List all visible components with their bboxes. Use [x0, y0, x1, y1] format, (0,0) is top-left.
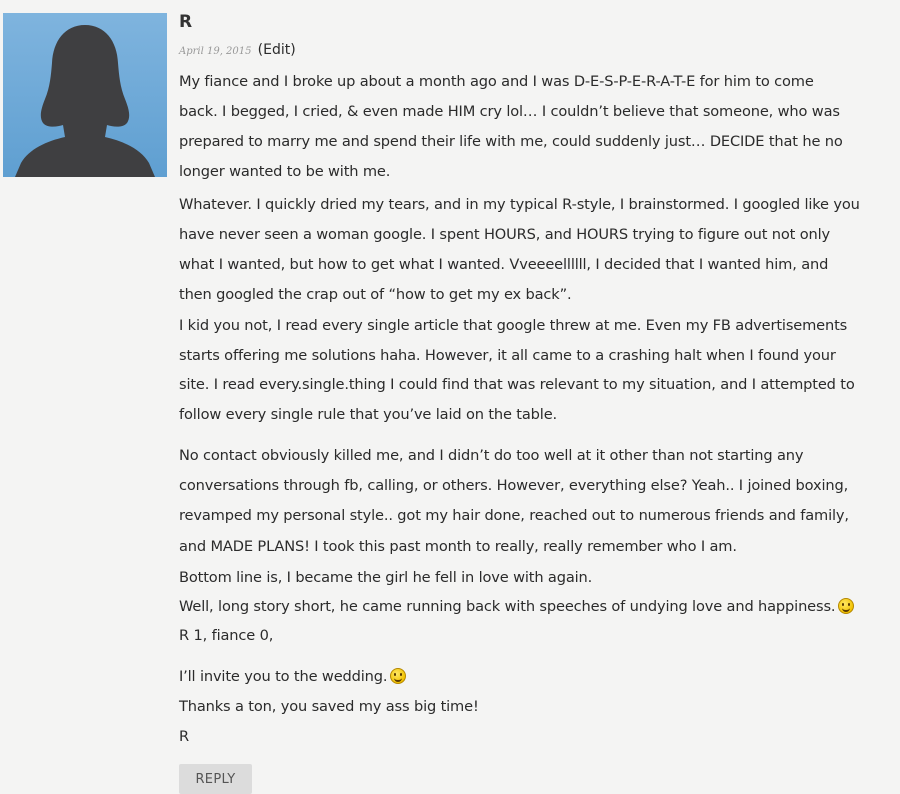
- edit-link[interactable]: (Edit): [257, 42, 296, 58]
- comment-date[interactable]: April 19, 2015: [179, 46, 252, 57]
- comment-signature: R: [179, 728, 189, 745]
- comment-meta: [179, 42, 296, 58]
- avatar: [3, 13, 167, 177]
- person-silhouette-icon: [3, 13, 167, 177]
- comment-line: I kid you not, I read every single article that google threw at me. Even my FB advertisements: [179, 317, 848, 334]
- comment-line: starts offering me solutions haha. However, it all came to a crashing halt when I found your: [179, 347, 836, 364]
- comment-line: Whatever. I quickly dried my tears, and in my typical R-style, I brainstormed. I googled like you: [179, 196, 860, 213]
- comment-line: have never seen a woman google. I spent HOURS, and HOURS trying to figure out not only: [179, 226, 830, 243]
- reply-button[interactable]: REPLY: [179, 764, 252, 794]
- laughing-smiley-icon: [390, 668, 406, 684]
- comment-line-text: I’ll invite you to the wedding.: [179, 668, 388, 685]
- comment-line-text: Well, long story short, he came running back with speeches of undying love and happiness.: [179, 598, 836, 615]
- comment-line: back. I begged, I cried, & even made HIM cry lol… I couldn’t believe that someone, who was: [179, 103, 840, 120]
- comment-line: and MADE PLANS! I took this past month to really, really remember who I am.: [179, 538, 737, 555]
- comment-line: follow every single rule that you’ve laid on the table.: [179, 406, 558, 423]
- wink-smiley-icon: [838, 598, 854, 614]
- comment-line: My fiance and I broke up about a month ago and I was D-E-S-P-E-R-A-T-E for him to come: [179, 73, 814, 90]
- comment-line: Bottom line is, I became the girl he fell in love with again.: [179, 569, 593, 586]
- comment-line: revamped my personal style.. got my hair done, reached out to numerous friends and family,: [179, 507, 849, 524]
- comment-line: what I wanted, but how to get what I wanted. Vveeeellllll, I decided that I wanted him, and: [179, 256, 829, 273]
- comment-line: R 1, fiance 0,: [179, 627, 274, 644]
- comment-line: longer wanted to be with me.: [179, 163, 391, 180]
- comment-line-with-emoji: [179, 597, 854, 617]
- comment-line: No contact obviously killed me, and I didn’t do too well at it other than not starting any: [179, 447, 804, 464]
- comment-line: conversations through fb, calling, or others. However, everything else? Yeah.. I joined boxing,: [179, 477, 849, 494]
- comment-line: Thanks a ton, you saved my ass big time!: [179, 698, 479, 715]
- comment-line: prepared to marry me and spend their life with me, could suddenly just… DECIDE that he no: [179, 133, 843, 150]
- comment-line: site. I read every.single.thing I could find that was relevant to my situation, and I attempted to: [179, 376, 855, 393]
- comment-line-with-emoji: [179, 667, 406, 687]
- comment-line: then googled the crap out of “how to get my ex back”.: [179, 286, 572, 303]
- comment-author: R: [179, 12, 193, 32]
